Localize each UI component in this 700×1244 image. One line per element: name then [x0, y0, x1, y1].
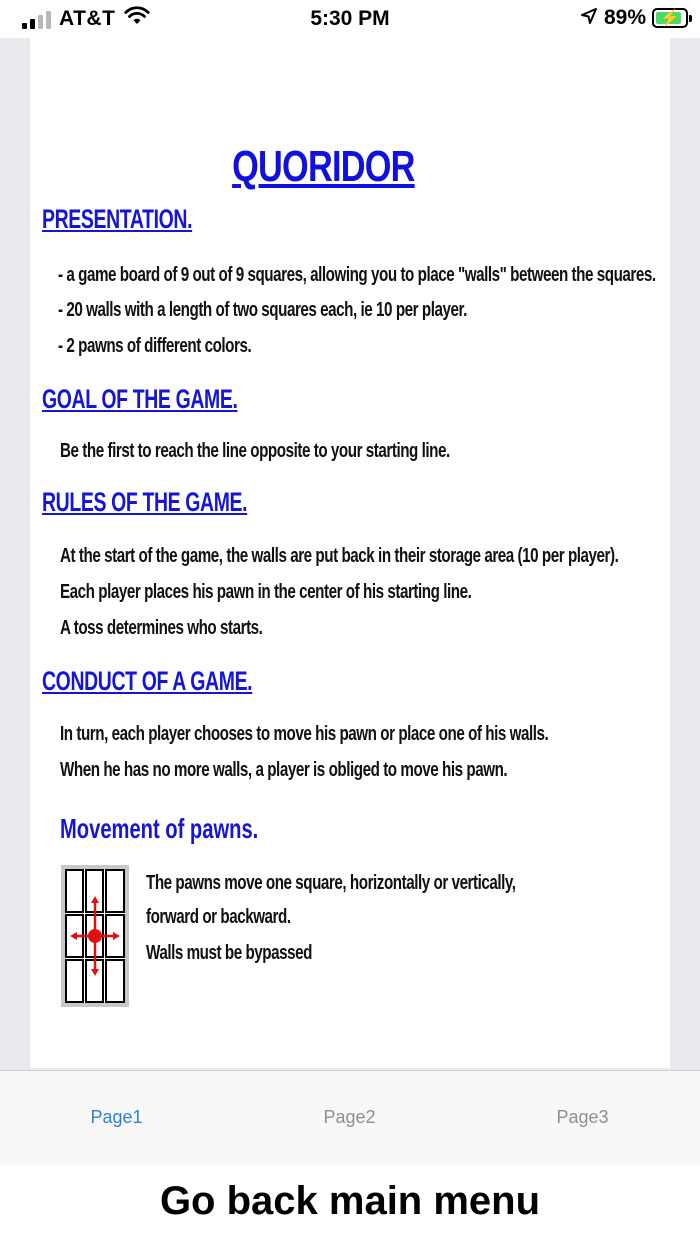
movement-heading: Movement of pawns.	[60, 813, 259, 844]
goal-line-1: Be the first to reach the line opposite to your starting line.	[60, 440, 450, 462]
rules-line-3: A toss determines who starts.	[60, 617, 263, 639]
presentation-line-3: - 2 pawns of different colors.	[58, 335, 252, 357]
page-tab-bar	[0, 1070, 700, 1165]
status-bar	[0, 0, 700, 38]
movement-line-3: Walls must be bypassed	[146, 942, 312, 964]
movement-line-1: The pawns move one square, horizontally or vertically,	[146, 872, 516, 894]
tab-page2[interactable]: Page2	[323, 1107, 376, 1127]
document-title: QUORIDOR	[232, 142, 415, 191]
tab-page3[interactable]: Page3	[556, 1107, 609, 1127]
goal-heading: GOAL OF THE GAME.	[42, 384, 238, 414]
battery-cap	[689, 15, 692, 22]
location-arrow-icon	[580, 7, 598, 30]
battery-icon	[652, 8, 688, 28]
tab-page1[interactable]: Page1	[90, 1107, 143, 1127]
charging-bolt-icon: ⚡	[660, 10, 680, 27]
status-right	[580, 6, 688, 30]
rules-line-1: At the start of the game, the walls are put back in their storage area (10 per player).	[60, 545, 619, 567]
pawn-movement-diagram	[61, 865, 129, 1007]
status-time: 5:30 PM	[310, 7, 390, 30]
rules-line-2: Each player places his pawn in the center of his starting line.	[60, 581, 472, 603]
movement-line-2: forward or backward.	[146, 906, 291, 928]
battery-percent: 89%	[603, 6, 646, 29]
carrier-name: AT&T	[59, 6, 116, 30]
back-main-menu-button[interactable]: Go back main menu	[159, 1179, 541, 1223]
conduct-heading: CONDUCT OF A GAME.	[42, 666, 253, 696]
presentation-line-1: - a game board of 9 out of 9 squares, allowing you to place "walls" between the squares.	[58, 264, 656, 286]
presentation-heading: PRESENTATION.	[42, 204, 193, 234]
rules-heading: RULES OF THE GAME.	[42, 487, 248, 517]
conduct-line-2: When he has no more walls, a player is obliged to move his pawn.	[60, 759, 508, 781]
back-button-area	[0, 1165, 700, 1244]
presentation-line-2: - 20 walls with a length of two squares each, ie 10 per player.	[58, 299, 467, 321]
conduct-line-1: In turn, each player chooses to move his pawn or place one of his walls.	[60, 723, 549, 745]
rules-document	[30, 38, 670, 1068]
